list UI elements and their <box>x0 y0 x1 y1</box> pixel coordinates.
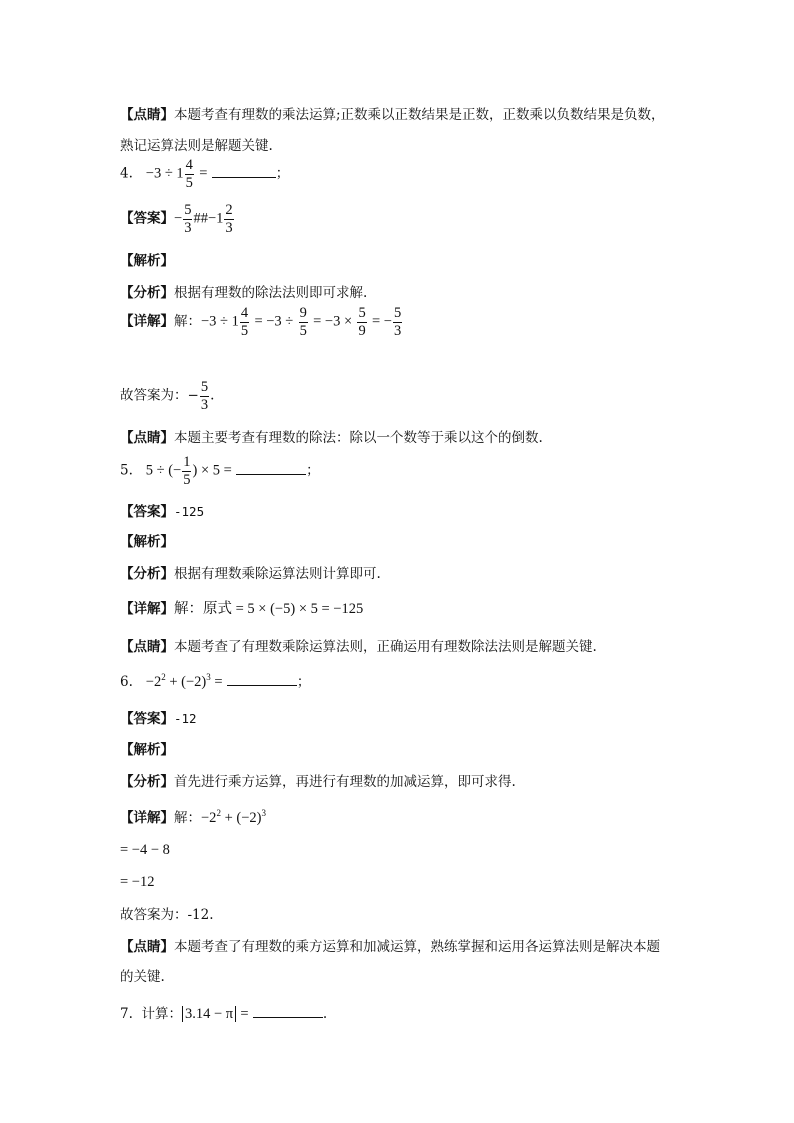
q6-jiexi: 【解析】 <box>120 742 174 758</box>
dianjing-tag: 【点睛】 <box>120 107 174 123</box>
answer-tag: 【答案】 <box>120 210 174 227</box>
q4-expression: −3 ÷ 1 <box>145 165 184 182</box>
q6-dianjing-line1: 【点睛】本题考查了有理数的乘方运算和加减运算，熟练掌握和运用各运算法则是解决本题 <box>120 939 660 955</box>
question-6: 6. $-2^2 + (-2)^3$ = ； <box>120 672 311 690</box>
q4-jiexi <box>120 249 174 269</box>
q6-step1: = −4 − 8 <box>120 842 170 858</box>
answer-blank <box>227 673 297 686</box>
question-number: 6. <box>120 674 133 690</box>
dianjing-text: 熟记运算法则是解题关键. <box>120 138 273 154</box>
question-5: 5. 5 ÷ (− $\frac{1}{5}$ ) × 5 = ； <box>120 454 320 488</box>
q5-dianjing: 【点睛】本题考查了有理数乘除运算法则，正确运用有理数除法法则是解题关键. <box>120 639 597 655</box>
q6-final: 故答案为：-12. <box>120 907 214 923</box>
q6-answer: 【答案】-12 <box>120 711 197 727</box>
question-number: 4. <box>120 165 133 182</box>
question-7: 7. 计算： 3.14 − π = . <box>120 1006 328 1022</box>
q5-detail: 【详解】解：原式 = 5 × (−5) × 5 = −125 <box>120 601 364 617</box>
q4-answer: 【答案】− $\frac{5}{3}$ ##−1 $\frac{2}{3}$ <box>120 202 233 236</box>
xiangjie-tag: 【详解】 <box>120 313 174 330</box>
q5-jiexi: 【解析】 <box>120 534 174 550</box>
q4-dianjing: 【点睛】本题主要考查有理数的除法：除以一个数等于乘以这个的倒数. <box>120 430 543 446</box>
q6-detail: 【详解】解：$-2^2 + (-2)^3$ <box>120 808 266 826</box>
jiexi-tag: 【解析】 <box>120 253 174 269</box>
q6-dianjing-line2: 的关键. <box>120 969 165 985</box>
answer-blank <box>212 165 276 178</box>
question-number: 5. <box>120 462 133 479</box>
q6-fenxi: 【分析】首先进行乘方运算，再进行有理数的加减运算，即可求得. <box>120 774 516 790</box>
answer-fraction-2: $\frac{2}{3}$ <box>225 202 233 236</box>
q4-final: 故答案为：− $\frac{5}{3}$ . <box>120 379 215 413</box>
top-dianjing-line1 <box>120 103 665 123</box>
dianjing-text: 本题考查有理数的乘法运算;正数乘以正数结果是正数，正数乘以负数结果是负数， <box>174 107 665 123</box>
question-number: 7. <box>120 1006 133 1022</box>
q4-fraction: $\frac{4}{5}$ <box>185 157 193 191</box>
question-4: 4. −3 ÷ 1 $\frac{4}{5}$ = ； <box>120 157 290 191</box>
answer-fraction: $\frac{5}{3}$ <box>184 202 192 236</box>
q5-answer: 【答案】-125 <box>120 504 205 520</box>
q4-fenxi: 【分析】根据有理数的除法法则即可求解. <box>120 285 368 301</box>
q5-fenxi: 【分析】根据有理数乘除运算法则计算即可. <box>120 566 381 582</box>
top-dianjing-line2 <box>120 134 273 154</box>
absolute-value: 3.14 − π <box>182 1006 236 1022</box>
answer-blank <box>253 1005 323 1018</box>
fenxi-tag: 【分析】 <box>120 285 174 301</box>
answer-blank <box>236 462 306 475</box>
q6-step2: = −12 <box>120 874 155 890</box>
q4-detail: 【详解】解：−3 ÷ 1 $\frac{4}{5}$ = −3 ÷ $\frac{9}{5}$ = −3 × $\frac{5}{9}$ = − $\frac{5}{3}$ <box>120 305 402 339</box>
